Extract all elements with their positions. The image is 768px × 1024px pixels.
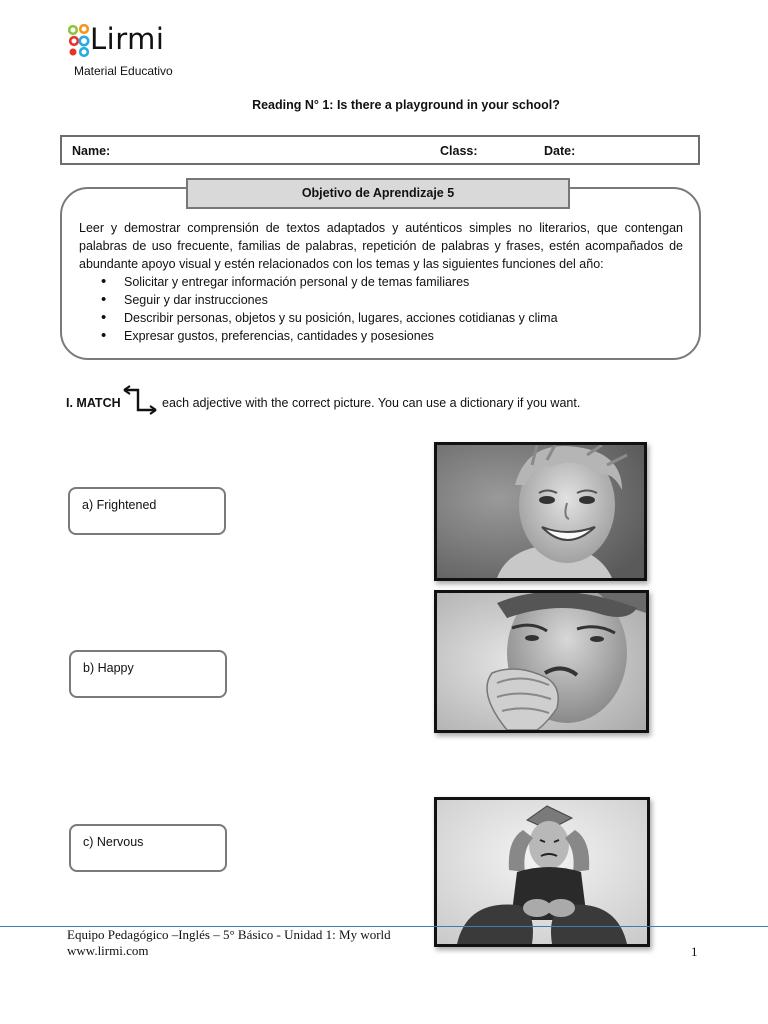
lirmi-circles-icon: [68, 24, 90, 58]
page-number: 1: [691, 944, 698, 959]
footer-line-course: Equipo Pedagógico –Inglés – 5° Básico - Unidad 1: My world: [67, 927, 391, 942]
option-label: b) Happy: [83, 661, 134, 675]
match-label: I. MATCH: [66, 396, 121, 410]
match-arrows-icon: [122, 384, 164, 418]
footer-link-website[interactable]: www.lirmi.com: [67, 943, 149, 958]
objective-text: Leer y demostrar comprensión de textos adaptados y auténticos simples no literarios, que contengan palabras de uso frecuente, familias de palabras, repetición de palabras y frases, estén acompañados de abundante apoyo visual y estén relacionados con los temas y las siguientes funciones del año:: [79, 221, 683, 271]
reading-title: Reading N° 1: Is there a playground in your school?: [252, 98, 560, 112]
option-nervous-box[interactable]: [69, 824, 227, 872]
picture-smiling-boy[interactable]: [434, 442, 647, 581]
objective-heading: Objetivo de Aprendizaje 5: [186, 178, 570, 209]
option-frightened-box[interactable]: [68, 487, 226, 535]
class-field-label: Class:: [440, 144, 478, 158]
logo-subtitle: Material Educativo: [74, 64, 173, 78]
picture-frightened-boy[interactable]: [434, 797, 650, 947]
lirmi-logo: [68, 22, 208, 82]
name-field-label: Name:: [72, 144, 111, 158]
objective-item: • Describir personas, objetos y su posición, lugares, acciones cotidianas y clima: [105, 309, 665, 327]
date-field-label: Date:: [544, 144, 576, 158]
objective-item: • Solicitar y entregar información personal y de temas familiares: [105, 273, 665, 291]
footer-text: [67, 927, 391, 959]
option-happy-box[interactable]: [69, 650, 227, 698]
objective-item: • Seguir y dar instrucciones: [105, 291, 665, 309]
student-info-box: [60, 135, 700, 165]
match-instruction-text: each adjective with the correct picture. You can use a dictionary if you want.: [162, 396, 581, 410]
option-label: a) Frightened: [82, 498, 157, 512]
objective-list: [105, 273, 665, 345]
objective-item: • Expresar gustos, preferencias, cantidades y posesiones: [105, 327, 665, 345]
picture-nervous-boy[interactable]: [434, 590, 649, 733]
match-instruction: [66, 394, 666, 418]
logo-brand: Lirmi: [90, 22, 165, 56]
option-label: c) Nervous: [83, 835, 144, 849]
